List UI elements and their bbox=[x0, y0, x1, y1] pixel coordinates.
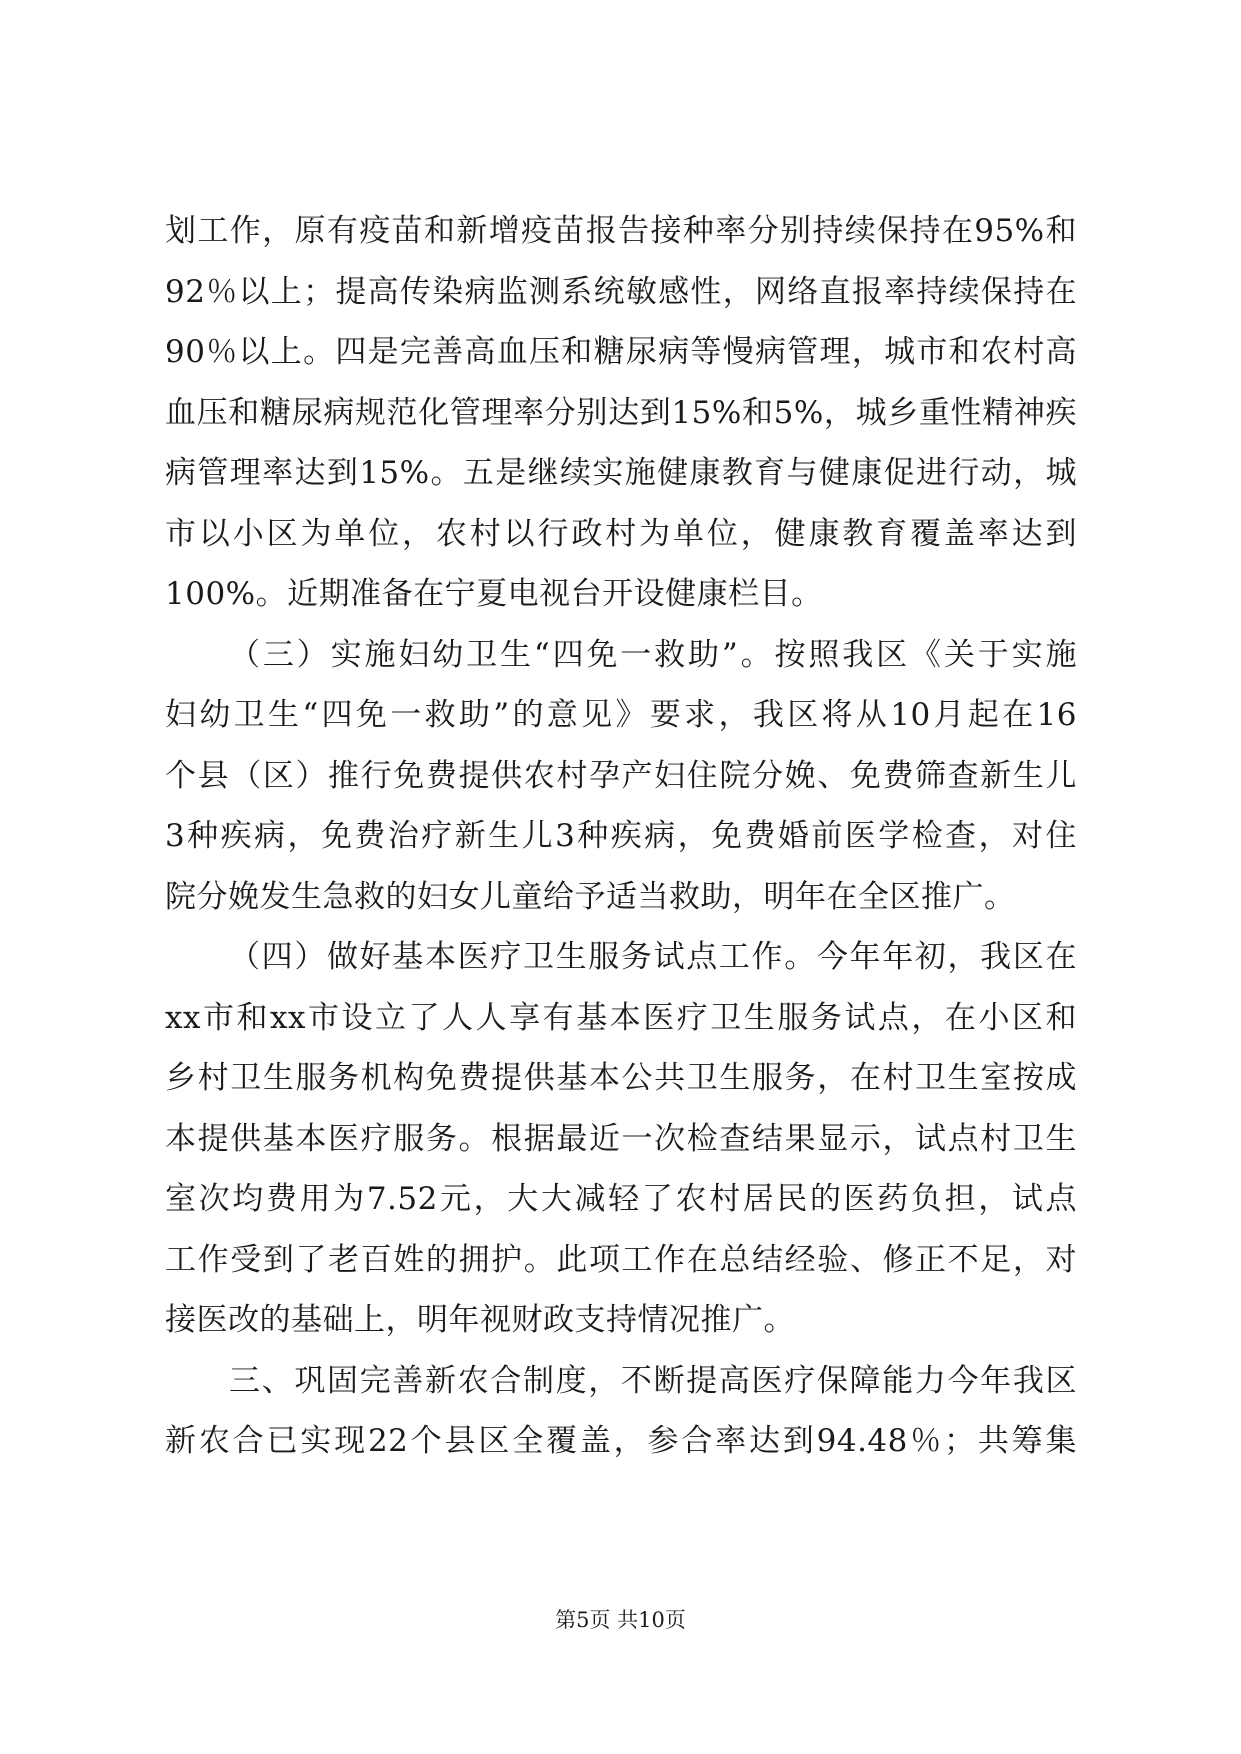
text-line: 3种疾病，免费治疗新生儿3种疾病，免费婚前医学检查，对住 bbox=[165, 818, 1077, 854]
text-line: 病管理率达到15%。五是继续实施健康教育与健康促进行动，城 bbox=[165, 455, 1077, 491]
section-heading-line: 三、巩固完善新农合制度，不断提高医疗保障能力今年我区 bbox=[229, 1362, 1077, 1399]
text-line: 新农合已实现22个县区全覆盖，参合率达到94.48％；共筹集 bbox=[165, 1423, 1077, 1459]
text-line: 院分娩发生急救的妇女儿童给予适当救助，明年在全区推广。 bbox=[165, 878, 1016, 915]
text-line: 个县（区）推行免费提供农村孕产妇住院分娩、免费筛查新生儿 bbox=[165, 757, 1077, 794]
section-heading-line: （三）实施妇幼卫生“四免一救助”。按照我区《关于实施 bbox=[229, 636, 1077, 673]
text-line: 市以小区为单位，农村以行政村为单位，健康教育覆盖率达到 bbox=[165, 515, 1077, 552]
text-line: 乡村卫生服务机构免费提供基本公共卫生服务，在村卫生室按成 bbox=[165, 1060, 1077, 1096]
text-line: 妇幼卫生“四免一救助”的意见》要求，我区将从10月起在16 bbox=[165, 697, 1077, 733]
text-line: 100%。近期准备在宁夏电视台开设健康栏目。 bbox=[165, 576, 823, 612]
text-line: 90％以上。四是完善高血压和糖尿病等慢病管理，城市和农村高 bbox=[165, 334, 1077, 370]
text-line: 本提供基本医疗服务。根据最近一次检查结果显示，试点村卫生 bbox=[165, 1120, 1077, 1157]
body-text bbox=[165, 201, 1077, 1472]
text-line: 血压和糖尿病规范化管理率分别达到15%和5%，城乡重性精神疾 bbox=[165, 394, 1077, 431]
text-line: xx市和xx市设立了人人享有基本医疗卫生服务试点，在小区和 bbox=[165, 999, 1077, 1036]
section-heading-line: （四）做好基本医疗卫生服务试点工作。今年年初，我区在 bbox=[229, 939, 1077, 975]
text-line: 划工作，原有疫苗和新增疫苗报告接种率分别持续保持在95%和 bbox=[165, 213, 1077, 249]
page-footer bbox=[0, 1605, 1241, 1635]
page-number-label: 第5页 共10页 bbox=[555, 1608, 686, 1632]
text-line: 室次均费用为7.52元，大大减轻了农村居民的医药负担，试点 bbox=[165, 1181, 1077, 1217]
text-line: 92％以上；提高传染病监测系统敏感性，网络直报率持续保持在 bbox=[165, 273, 1077, 310]
text-line: 工作受到了老百姓的拥护。此项工作在总结经验、修正不足，对 bbox=[165, 1241, 1077, 1278]
text-line: 接医改的基础上，明年视财政支持情况推广。 bbox=[165, 1302, 795, 1338]
